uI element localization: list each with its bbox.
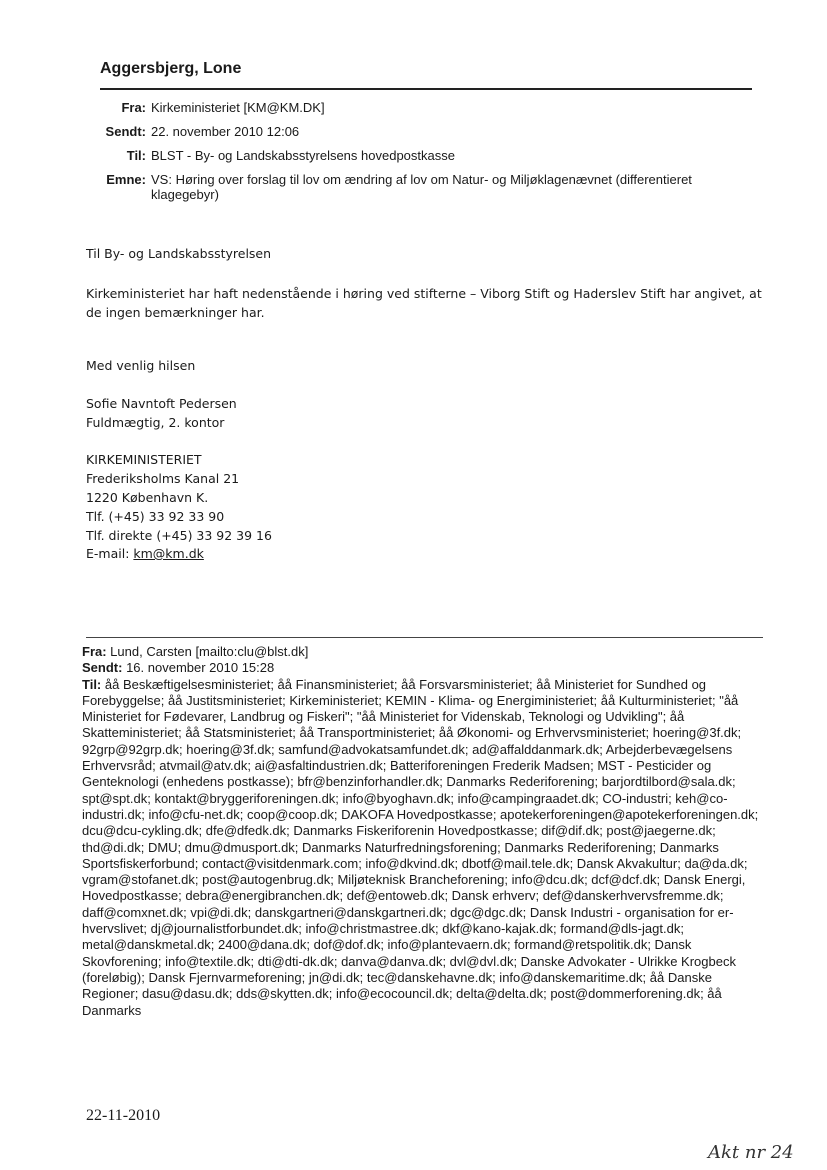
fwd-recipients: åå Beskæftigelsesministeriet; åå Finansministeriet; åå Forsvarsministeriet; åå Ministeriet for Sundhed og Forebyggelse; åå Justitsministeriet; Kirkeministeriet; KEMIN - Klima- og Energiministeriet; åå Kulturministeriet; "åå Ministeriet for Fødevarer, Landbrug og Fiskeri"; "åå Ministeriet for Videnskab, Teknologi og Udvikling"; åå Skatteministeriet; åå Statsministeriet; åå Transportministeriet; åå Økonomi- og Erhvervsministeriet; hoering@3f.dk; 92grp@92grp.dk; hoering@3f.dk; samfund@advokatsamfundet.dk; ad@affalddanmark.dk; Arbejderbevægelsens Erhvervsråd; atvmail@atv.dk; ai@asfaltindustrien.dk; Batteriforeningen Frederik Madsen; MST - Pesticider og Genteknologi (enhedens postkasse); bfr@benzinforhandler.dk; Danmarks Rederiforening; barjordtilbord@sala.dk; spt@spt.dk; kontakt@bryggeriforeningen.dk; info@byoghavn.dk; info@campingraadet.dk; CO-industri; keh@co-industri.dk; info@cfu-net.dk; coop@coop.dk; DAKOFA Hovedpostkasse; apotekerforeningen@apotekerforeningen.dk; dcu@dcu-cykling.dk; dfe@dfedk.dk; Danmarks Fiskeriforenin Hovedpostkasse; dif@dif.dk; post@jaegerne.dk; thd@di.dk; DMU; dmu@dmusport.dk; Danmarks Naturfredningsforening; Danmarks Rederiforening; Danmarks Sportsfiskerforbund; contact@visitdenmark.com; info@dkvind.dk; dbotf@mail.tele.dk; Dansk Akvakultur; da@da.dk; vgram@stofanet.dk; post@autogenbrug.dk; Miljøteknisk Brancheforening; info@dcu.dk; dcf@dcf.dk; Dansk Energi, Hovedpostkasse; debra@energibranchen.dk; def@entoweb.dk; Dansk erhverv; def@danskerhvervsfremme.dk; daff@comxnet.dk; vpi@di.dk; danskgartneri@danskgartneri.dk; dgc@dgc.dk; Dansk Industri - organisation for er-hvervslivet; dj@journalistforbundet.dk; info@christmastree.dk; dkf@kano-kajak.dk; formand@dls-jagt.dk; metal@danskmetal.dk; 2400@dana.dk; dof@dof.dk; info@plantevaern.dk; formand@retspolitik.dk; Dansk Skovforening; info@textile.dk; dti@dti-dk.dk; danva@danva.dk; dvl@dvl.dk; Danske Advokater - Ulrikke Krogbeck (foreløbig); Dansk Fjernvarmeforening; jn@di.dk; tec@danskehavne.dk; info@danskemaritime.dk; åå Danske Regioner; dasu@dasu.dk; dds@skytten.dk; info@ecocouncil.dk; delta@delta.dk; post@dommerforening.dk; åå Danmarks [82,676,759,1018]
signature-name: Sofie Navntoft Pedersen [86,396,237,411]
fwd-sent-row [82,660,770,676]
org-phone: Tlf. (+45) 33 92 33 90 [86,509,225,524]
fwd-to-row [82,677,770,1019]
subject-label: Emne: [106,172,146,187]
org-phone-direct: Tlf. direkte (+45) 33 92 39 16 [86,528,272,543]
forward-separator [86,637,763,638]
fwd-from-value: Lund, Carsten [mailto:clu@blst.dk] [106,644,309,659]
footer-date: 22-11-2010 [86,1107,161,1124]
handwritten-stamp: Akt nr 24 [708,1142,794,1163]
fwd-from-label: Fra: [82,644,107,659]
header-rule [100,88,752,90]
sent-value: 22. november 2010 12:06 [151,124,300,139]
forwarded-header [82,644,770,1019]
subject-value: VS: Høring over forslag til lov om ændring af lov om Natur- og Miljøklagenævnet (differentieret klagegebyr) [151,172,692,202]
org-street: Frederiksholms Kanal 21 [86,471,240,486]
signature-title: Fuldmægtig, 2. kontor [86,415,225,430]
greeting: Til By- og Landskabsstyrelsen [86,246,272,261]
fwd-sent-value: 16. november 2010 15:28 [122,660,275,676]
fwd-from-row [82,644,770,660]
email-link[interactable]: km@km.dk [133,546,204,561]
org-email-row [86,544,204,563]
to-label: Til: [126,148,146,163]
sender-name: Aggersbjerg, Lone [100,60,242,77]
closing: Med venlig hilsen [86,358,196,373]
from-label: Fra: [121,100,146,115]
sent-label: Sendt: [105,124,146,139]
fwd-sent-label: Sendt: [82,660,123,676]
org-city: 1220 København K. [86,490,209,505]
email-label: E-mail: [86,546,134,561]
fwd-to-label: Til: [82,676,102,692]
org-name: KIRKEMINISTERIET [86,452,202,467]
from-value: Kirkeministeriet [KM@KM.DK] [151,100,325,115]
to-value: BLST - By- og Landskabsstyrelsens hovedpostkasse [151,148,455,163]
body-paragraph: Kirkeministeriet har haft nedenstående i høring ved stifterne – Viborg Stift og Haderslev Stift har angivet, at de ingen bemærkninger har. [86,286,762,320]
